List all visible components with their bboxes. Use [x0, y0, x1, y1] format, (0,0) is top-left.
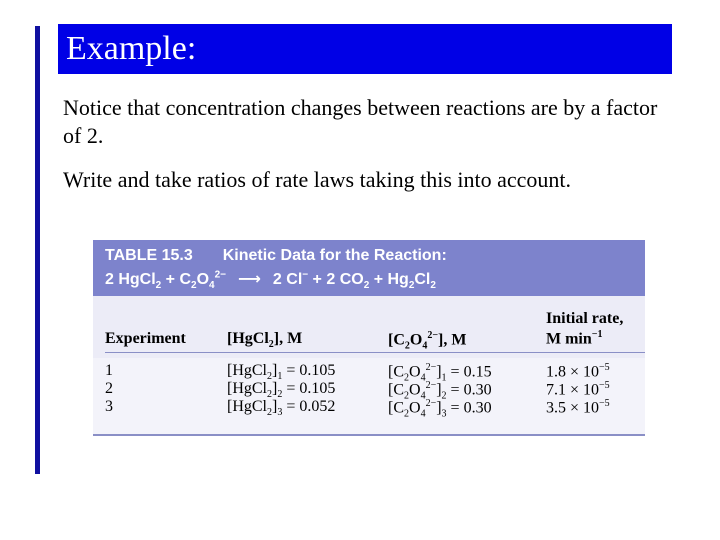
col-header-hgcl2: [HgCl$_2$], M [227, 330, 303, 351]
slide-title-bar [58, 24, 672, 74]
cell-rate-2: $7.1 \times 10^{-5}$ [546, 380, 610, 399]
cell-c2o4-1: $[C_2O_4^{2-}]_1 = 0.15$ [388, 362, 492, 384]
cell-experiment-3: 3 [105, 398, 113, 415]
table-label: TABLE 15.3 [105, 247, 193, 264]
table-caption-line [105, 246, 645, 266]
reaction-reactants: 2 HgCl$_2$ + $C_2O_4^{2-}$ [105, 270, 227, 292]
header-divider [105, 352, 645, 353]
col-header-c2o4: $[C_2O_4^{2-}]$, M [388, 330, 467, 352]
cell-rate-3: $3.5 \times 10^{-5}$ [546, 398, 610, 417]
cell-hgcl2-3: $[HgCl_2]_3 = 0.052$ [227, 398, 336, 419]
table-bottom-rule [93, 434, 645, 436]
cell-c2o4-3: $[C_2O_4^{2-}]_3 = 0.30$ [388, 398, 492, 420]
kinetic-data-table [93, 240, 645, 436]
cell-experiment-2: 2 [105, 380, 113, 397]
cell-rate-1: $1.8 \times 10^{-5}$ [546, 362, 610, 381]
col-header-experiment: Experiment [105, 330, 186, 347]
table-column-headers [93, 296, 645, 358]
body-paragraph-1: Notice that concentration changes between reactions are by a factor of 2. [63, 95, 658, 148]
slide-left-rule [35, 26, 40, 474]
reaction-products: 2 Cl− + 2 $CO_2 + Hg_2Cl_2$ [272, 270, 436, 292]
cell-c2o4-2: $[C_2O_4^{2-}]_2 = 0.30$ [388, 380, 492, 402]
table-header-banner [93, 240, 645, 296]
col-header-rate-line2: M $\min^{-1}$ [546, 329, 603, 348]
cell-hgcl2-2: $[HgCl_2]_2 = 0.105$ [227, 380, 336, 401]
table-caption: Kinetic Data for the Reaction: [222, 247, 447, 264]
body-paragraph-2: Write and take ratios of rate laws taking this into account. [63, 167, 572, 192]
slide-title: Example: [66, 30, 197, 67]
cell-hgcl2-1: $[HgCl_2]_1 = 0.105$ [227, 362, 336, 383]
col-header-rate-line1: Initial rate, [546, 310, 624, 327]
reaction-arrow: ⟶ [238, 271, 261, 289]
table-reaction-equation [105, 266, 645, 297]
cell-experiment-1: 1 [105, 362, 113, 379]
table-body [93, 358, 645, 434]
